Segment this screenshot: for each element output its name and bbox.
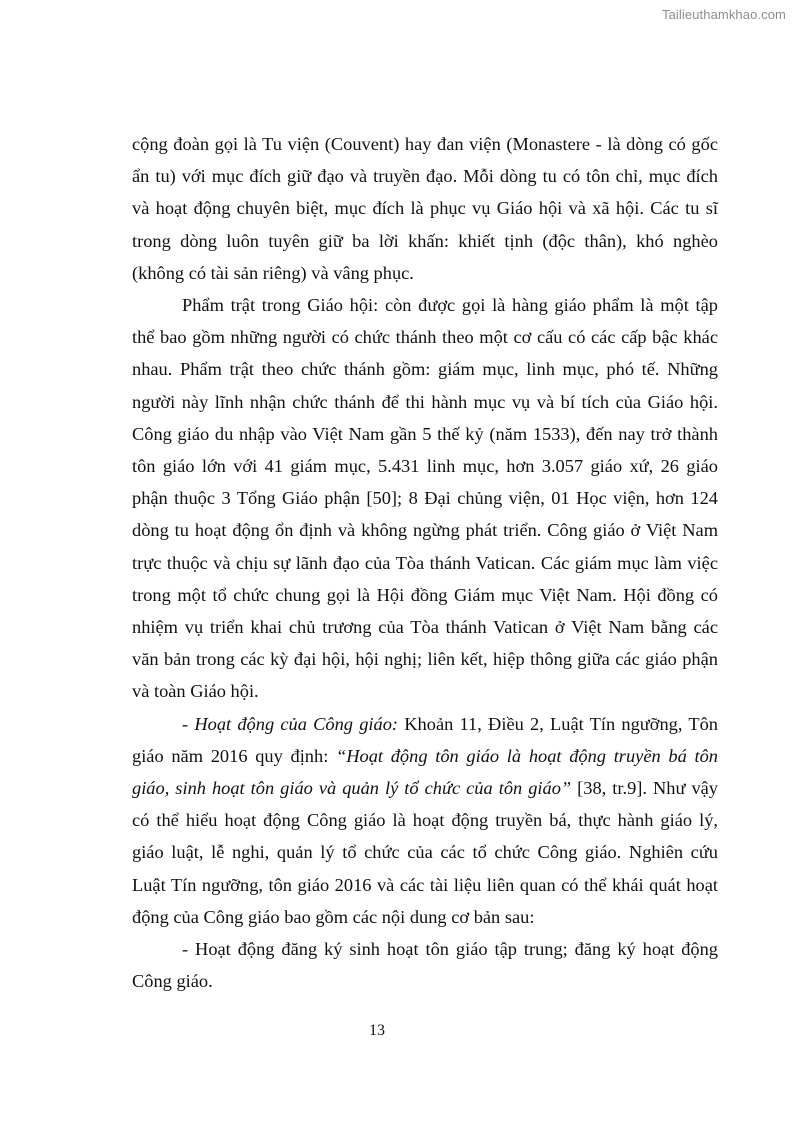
watermark-text: Tailieuthamkhao.com (661, 7, 786, 22)
italic-quote: “Hoạt động tôn giáo là hoạt động truyền bá tôn (336, 745, 718, 766)
text-line: trong dòng luôn tuyên giữ ba lời khấn: khiết tịnh (độc thân), khó nghèo (132, 230, 718, 251)
list-dash: - (182, 713, 195, 734)
text-line: động của Công giáo bao gồm các nội dung cơ bản sau: (132, 906, 535, 927)
text-line: nhau. Phẩm trật theo chức thánh gồm: giám mục, linh mục, phó tế. Những (132, 359, 718, 380)
text-line: trong một tổ chức chung gọi là Hội đồng Giám mục Việt Nam. Hội đồng có (132, 584, 718, 605)
text-line (132, 708, 718, 740)
text-line: Công giáo. (132, 971, 213, 992)
text-line: ẩn tu) với mục đích giữ đạo và truyền đạo. Mỗi dòng tu có tôn chỉ, mục đích (132, 166, 718, 187)
text-line: Luật Tín ngưỡng, tôn giáo 2016 và các tài liệu liên quan có thể khái quát hoạt (132, 874, 718, 895)
text-line (132, 772, 718, 804)
text-line: trực thuộc và chịu sự lãnh đạo của Tòa thánh Vatican. Các giám mục làm việc (132, 552, 718, 573)
text-line: giáo luật, lễ nghi, quản lý tổ chức của các tổ chức Công giáo. Nghiên cứu (132, 842, 718, 863)
citation: [38, tr.9]. Như vậy (571, 778, 718, 799)
text-line (132, 740, 718, 772)
text-line: Phẩm trật trong Giáo hội: còn được gọi là hàng giáo phẩm là một tập (182, 295, 718, 316)
text-fragment: giáo năm 2016 quy định: (132, 745, 337, 766)
text-line: tôn giáo lớn với 41 giám mục, 5.431 linh mục, hơn 3.057 giáo xứ, 26 giáo (132, 456, 718, 477)
text-line: (không có tài sản riêng) và vâng phục. (132, 262, 414, 283)
text-line: có thể hiểu hoạt động Công giáo là hoạt động truyền bá, thực hành giáo lý, (132, 810, 718, 831)
text-line: dòng tu hoạt động ổn định và không ngừng phát triển. Công giáo ở Việt Nam (132, 520, 718, 541)
italic-heading: Hoạt động của Công giáo: (194, 713, 399, 734)
text-line: và toàn Giáo hội. (132, 681, 259, 702)
text-line: nhiệm vụ triển khai chủ trương của Tòa thánh Vatican ở Việt Nam bằng các (132, 617, 718, 638)
document-body (132, 128, 718, 997)
italic-quote: giáo, sinh hoạt tôn giáo và quản lý tổ chức của tôn giáo” (132, 778, 572, 799)
text-line: Công giáo du nhập vào Việt Nam gần 5 thế kỷ (năm 1533), đến nay trở thành (132, 423, 718, 444)
text-line: và hoạt động chuyên biệt, mục đích là phục vụ Giáo hội và xã hội. Các tu sĩ (132, 198, 718, 219)
text-line: thể bao gồm những người có chức thánh theo một cơ cấu có các cấp bậc khác (132, 327, 718, 348)
text-line: văn bản trong các kỳ đại hội, hội nghị; liên kết, hiệp thông giữa các giáo phận (132, 649, 718, 670)
text-line: người này lĩnh nhận chức thánh để thi hành mục vụ và bí tích của Giáo hội. (132, 391, 718, 412)
paragraph-pham-trat (132, 289, 718, 708)
text-line: phận thuộc 3 Tổng Giáo phận [50]; 8 Đại chủng viện, 01 Học viện, hơn 124 (132, 488, 718, 509)
text-line: cộng đoàn gọi là Tu viện (Couvent) hay đan viện (Monastere - là dòng có gốc (132, 134, 718, 154)
text-fragment: Khoản 11, Điều 2, Luật Tín ngưỡng, Tôn (398, 713, 718, 734)
paragraph-hoat-dong-cong-giao (132, 708, 718, 933)
page-number: 13 (369, 1022, 385, 1039)
paragraph-dang-ky (132, 933, 718, 997)
paragraph-dong-tu (132, 128, 718, 289)
text-line: - Hoạt động đăng ký sinh hoạt tôn giáo tập trung; đăng ký hoạt động (182, 939, 718, 960)
